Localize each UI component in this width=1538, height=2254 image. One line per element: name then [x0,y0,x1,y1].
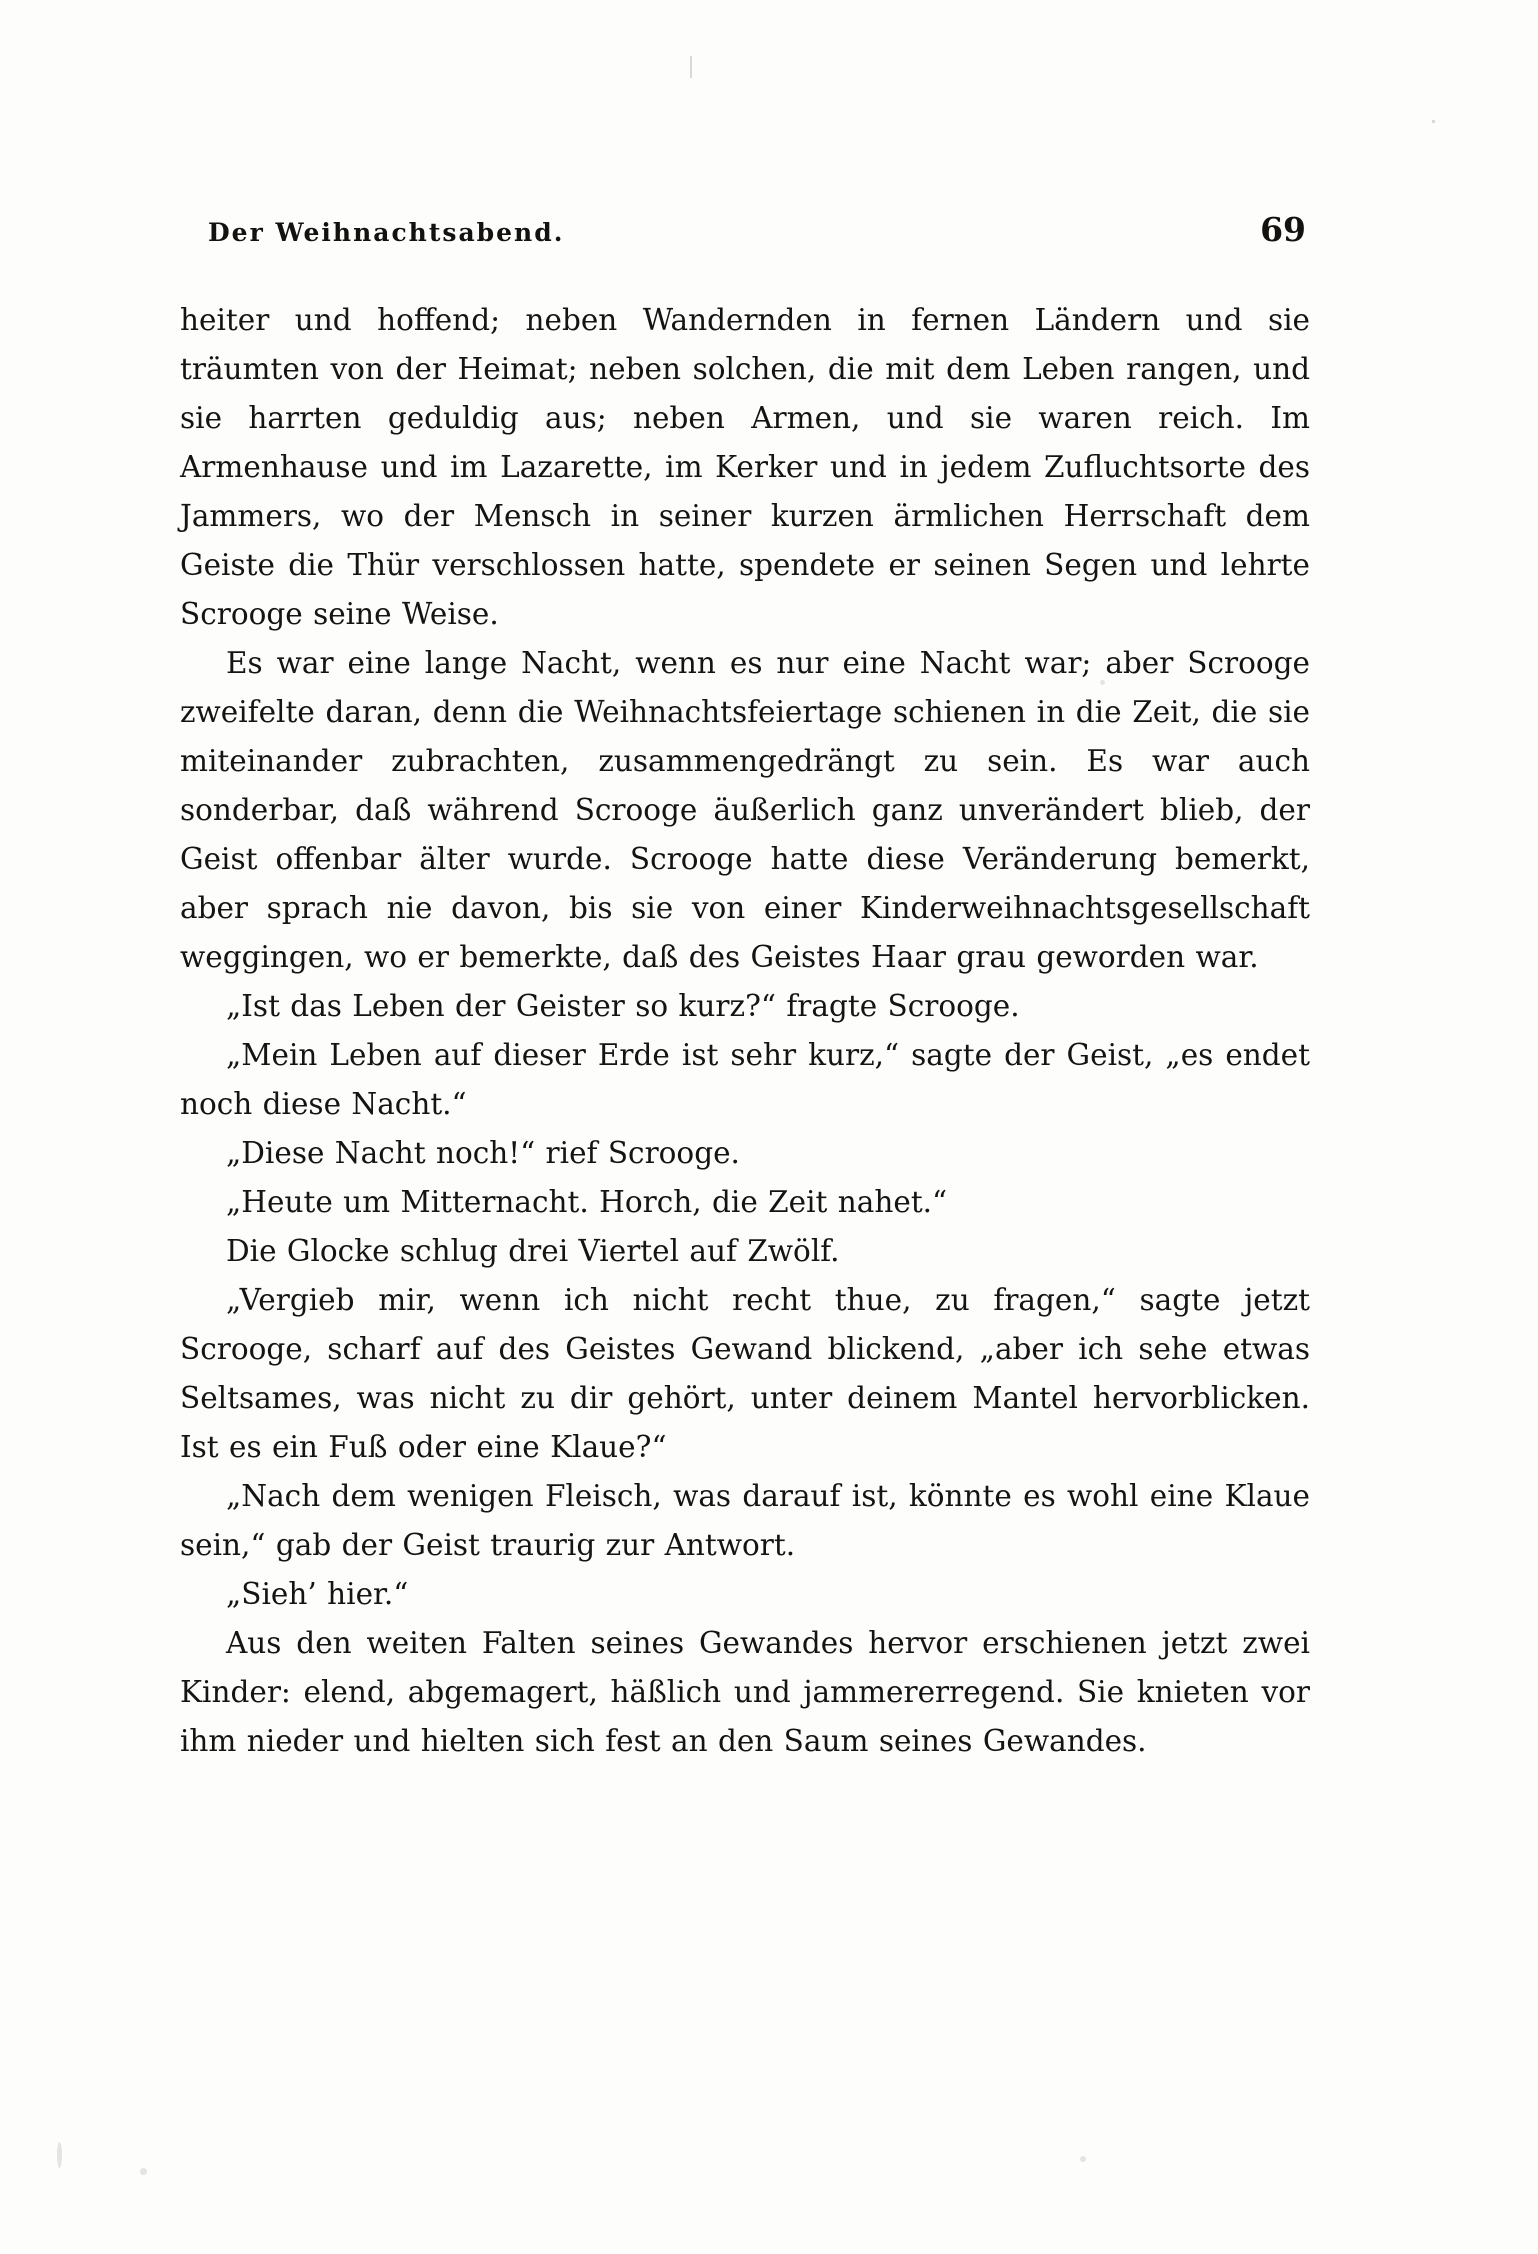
scan-speck-bottom-mid [1080,2156,1086,2162]
paragraph: „Sieh’ hier.“ [226,1577,409,1611]
paragraph: Die Glocke schlug drei Viertel auf Zwölf. [226,1234,840,1268]
paragraph: „Vergieb mir, wenn ich nicht recht thue, zu fragen,“ sagte jetzt Scrooge, scharf auf des Geistes Gewand blickend, „aber ich sehe etwas Seltsames, was nicht zu dir gehört, unter deinem Mantel hervorblicken. Ist es ein Fuß oder eine Klaue?“ [180,1283,1310,1464]
paragraph: Aus den weiten Falten seines Gewandes hervor erschienen jetzt zwei Kinder: elend, abgemagert, häßlich und jammererregend. Sie knieten vor ihm nieder und hielten sich fest an den Saum seines Gewandes. [180,1626,1310,1758]
scan-edge-tick-top [690,56,692,78]
scan-speck-left [57,2142,62,2168]
scan-speck-bottom-left [140,2168,147,2175]
paragraph: Es war eine lange Nacht, wenn es nur eine Nacht war; aber Scrooge zweifelte daran, denn die Weihnachtsfeiertage schienen in die Zeit, die sie miteinander zubrachten, zusammengedrängt zu sein. Es war auch sonderbar, daß während Scrooge äußerlich ganz unverändert blieb, der Geist offenbar älter wurde. Scrooge hatte diese Veränderung bemerkt, aber sprach nie davon, bis sie von einer Kinderweihnachtsgesellschaft weggingen, wo er bemerkte, daß des Geistes Haar grau geworden war. [180,646,1310,974]
paragraph: „Mein Leben auf dieser Erde ist sehr kurz,“ sagte der Geist, „es endet noch diese Nacht.“ [180,1038,1310,1121]
scan-edge-tick-right [1432,120,1435,123]
paragraph: „Nach dem wenigen Fleisch, was darauf ist, könnte es wohl eine Klaue sein,“ gab der Geist traurig zur Antwort. [180,1479,1310,1562]
page-number: 69 [1260,210,1306,249]
paragraph: „Diese Nacht noch!“ rief Scrooge. [226,1136,740,1170]
paragraph: heiter und hoffend; neben Wandernden in fernen Ländern und sie träumten von der Heimat; neben solchen, die mit dem Leben rangen, und sie harrten geduldig aus; neben Armen, und sie waren reich. Im Armenhause und im Lazarette, im Kerker und in jedem Zufluchtsorte des Jammers, wo der Mensch in seiner kurzen ärmlichen Herrschaft dem Geiste die Thür verschlossen hatte, spendete er seinen Segen und lehrte Scrooge seine Weise. [180,303,1310,631]
running-title: Der Weihnachtsabend. [208,218,565,247]
page-content [180,210,1310,1766]
body-text [180,296,1310,1766]
page-header [180,210,1310,270]
paragraph: „Ist das Leben der Geister so kurz?“ fragte Scrooge. [226,989,1020,1023]
paragraph: „Heute um Mitternacht. Horch, die Zeit nahet.“ [226,1185,948,1219]
